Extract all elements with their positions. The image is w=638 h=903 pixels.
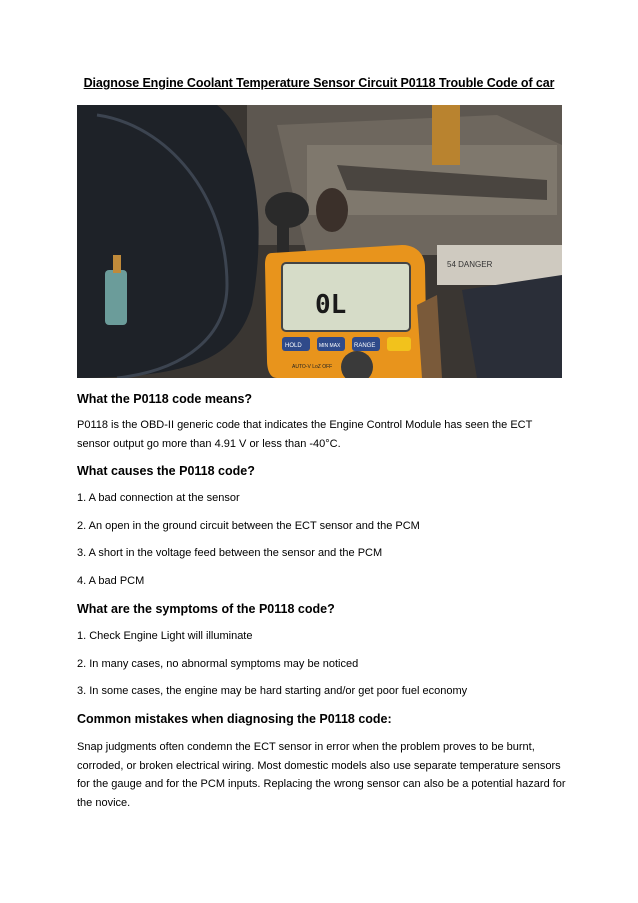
symptom-item-2: 2. In many cases, no abnormal symptoms may be noticed — [77, 658, 359, 670]
meter-button-hold: HOLD — [285, 343, 302, 349]
meter-button-range: RANGE — [354, 343, 376, 349]
cause-item-4: 4. A bad PCM — [77, 575, 145, 587]
cause-item-1: 1. A bad connection at the sensor — [77, 492, 240, 504]
heading-means: What the P0118 code means? — [77, 392, 253, 406]
symptom-item-1: 1. Check Engine Light will illuminate — [77, 630, 253, 642]
multimeter — [265, 245, 427, 378]
cause-item-2: 2. An open in the ground circuit between the ECT sensor and the PCM — [77, 520, 420, 532]
heading-causes: What causes the P0118 code? — [77, 464, 255, 478]
heading-mistakes: Common mistakes when diagnosing the P0118 code: — [77, 712, 392, 726]
multimeter-photo — [77, 105, 562, 378]
battery-label: 54 DANGER — [447, 260, 493, 269]
meter-button-minmax: MIN MAX — [319, 343, 341, 349]
paragraph-means: P0118 is the OBD-II generic code that indicates the Engine Control Module has seen the ECT sensor output go more than 4.91 V or less than -40°C. — [77, 419, 533, 450]
symptom-item-3: 3. In some cases, the engine may be hard starting and/or get poor fuel economy — [77, 685, 468, 697]
cause-item-3: 3. A short in the voltage feed between the sensor and the PCM — [77, 547, 383, 559]
meter-display: 0L — [315, 290, 347, 320]
paragraph-mistakes: Snap judgments often condemn the ECT sensor in error when the problem proves to be burnt, corroded, or broken electrical wiring. Most domestic models also use separate temperature sensors for the gauge and for the PCM inputs. Replacing the wrong sensor can also be a potential hazard for the novice. — [77, 741, 566, 809]
heading-symptoms: What are the symptoms of the P0118 code? — [77, 602, 335, 616]
document-title: Diagnose Engine Coolant Temperature Sensor Circuit P0118 Trouble Code of car — [83, 76, 555, 90]
meter-dial-label: AUTO-V LoZ OFF — [292, 364, 333, 370]
